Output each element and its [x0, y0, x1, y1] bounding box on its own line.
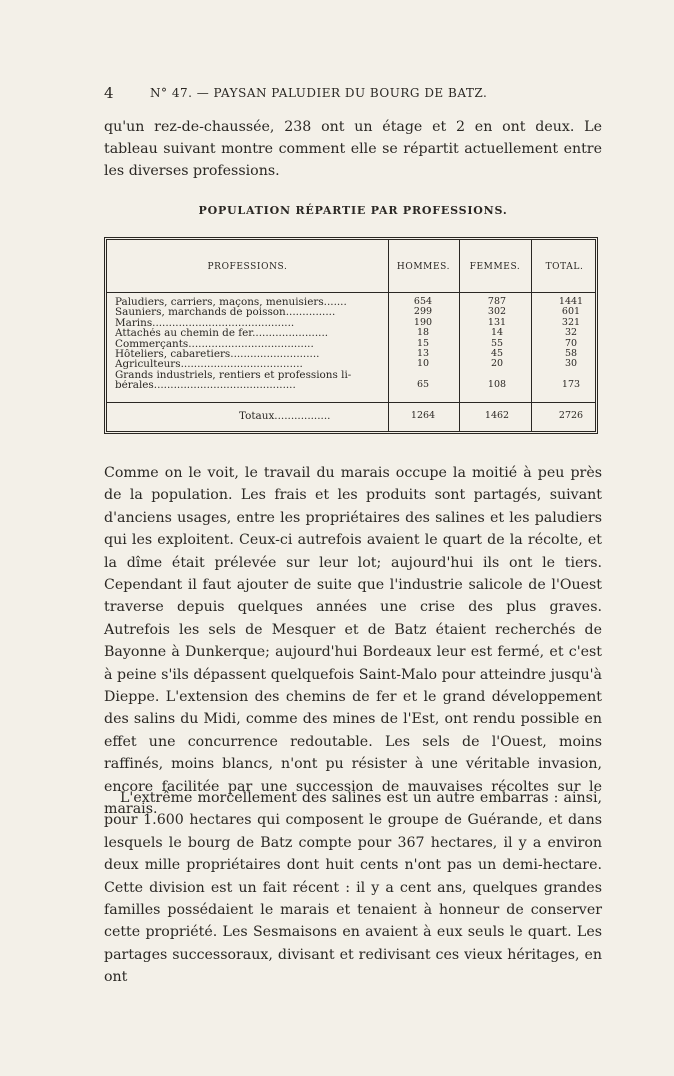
page-number: 4 — [104, 84, 115, 102]
row-hommes: 65 — [416, 379, 430, 391]
row-total: 58 — [564, 347, 578, 359]
table-row — [115, 370, 601, 380]
table-row — [115, 318, 601, 328]
row-femmes: 131 — [487, 316, 507, 328]
totals-hommes: 1264 — [410, 410, 436, 421]
running-title: N° 47. — PAYSAN PALUDIER DU BOURG DE BATZ. — [150, 86, 488, 100]
table-row — [115, 339, 601, 349]
body-paragraph-2: Comme on le voit, le travail du marais occupe la moitié à peu près de la population. Les frais et les produits sont partagés, suivant d'anciens usages, entre les propriétaires des salines et les paludiers qui les exploitent. Ceux-ci autrefois avaient le quart de la récolte, et la dîme était prélevée sur leur lot; aujourd'hui ils ont le tiers. Cependant il faut ajouter de suite que l'industrie salicole de l'Ouest traverse depuis quelques années une crise des plus graves. Autrefois les sels de Mesquer et de Batz étaient recherchés de Bayonne à Dunkerque; aujourd'hui Bordeaux leur est fermé, et c'est à peine s'ils dépassent quelquefois Saint-Malo pour atteindre jusqu'à Dieppe. L'extension des chemins de fer et le grand développement des salins du Midi, comme des mines de l'Est, ont rendu possible en effet une concurrence redoutable. Les sels de l'Ouest, moins raffinés, moins blancs, n'ont pu résister à une véritable invasion, encore facilitée par une succession de mauvaises récoltes sur le marais. — [104, 465, 602, 818]
row-label: Attachés au chemin de fer....................... — [115, 328, 329, 339]
row-femmes: 108 — [487, 379, 507, 391]
row-femmes: 302 — [487, 306, 507, 318]
row-label: Grands industriels, rentiers et professions li- — [115, 369, 352, 381]
row-hommes: 299 — [413, 306, 433, 318]
row-hommes: 18 — [416, 327, 430, 339]
header-femmes: FEMMES. — [469, 262, 521, 272]
totals-label: Totaux................. — [239, 410, 331, 422]
row-total: 1441 — [558, 296, 584, 307]
row-label: Paludiers, carriers, maçons, menuisiers....... — [115, 297, 347, 308]
population-table — [104, 237, 598, 434]
row-hommes: 15 — [416, 337, 430, 349]
totals-rule — [107, 402, 595, 403]
row-label: Sauniers, marchands de poisson............... — [115, 307, 336, 318]
row-femmes: 45 — [490, 347, 504, 359]
header-rule — [107, 292, 595, 293]
row-hommes: 10 — [416, 358, 430, 370]
row-femmes: 787 — [487, 296, 507, 307]
table-row — [115, 328, 601, 338]
totals-total: 2726 — [558, 410, 584, 421]
table-body — [115, 297, 601, 391]
header-hommes: HOMMES. — [396, 262, 451, 272]
row-total: 321 — [561, 316, 581, 328]
row-femmes: 14 — [490, 327, 504, 339]
table-row — [115, 359, 601, 369]
row-total: 601 — [561, 306, 581, 318]
intro-paragraph: qu'un rez-de-chaussée, 238 ont un étage et 2 en ont deux. Le tableau suivant montre comment elle se répartit actuellement entre les diverses professions. — [104, 119, 602, 179]
table-row — [115, 297, 601, 307]
table-row — [115, 349, 601, 359]
row-hommes: 13 — [416, 347, 430, 359]
row-femmes: 55 — [490, 337, 504, 349]
row-label: bérales........................................... — [115, 380, 296, 391]
row-femmes: 20 — [490, 358, 504, 370]
totals-femmes: 1462 — [484, 410, 510, 421]
row-total: 70 — [564, 337, 578, 349]
table-title: POPULATION RÉPARTIE PAR PROFESSIONS. — [198, 204, 508, 217]
body-paragraph-3: L'extrême morcellement des salines est un autre embarras : ainsi, pour 1.600 hectares qui composent le groupe de Guérande, et dans lesquels le bourg de Batz compte pour 367 hectares, il y a environ deux mille propriétaires dont huit cents n'ont pas un demi-hectare. Cette division est un fait récent : il y a cent ans, quelques grandes familles possédaient le marais et tenaient à honneur de conserver cette propriété. Les Sesmaisons en avaient à eux seuls le quart. Les partages successoraux, divisant et redivisant ces vieux héritages, en ont — [104, 790, 602, 986]
row-label: Marins........................................... — [115, 317, 295, 329]
table-row — [115, 380, 601, 390]
row-total: 32 — [564, 327, 578, 339]
row-hommes: 654 — [413, 296, 433, 307]
row-label: Commerçants...................................... — [115, 338, 314, 349]
row-label: Hôteliers, cabaretiers........................... — [115, 348, 320, 360]
row-total: 173 — [561, 379, 581, 391]
header-total: TOTAL. — [545, 262, 584, 272]
header-professions: PROFESSIONS. — [207, 262, 288, 272]
row-total: 30 — [564, 358, 578, 370]
row-hommes: 190 — [413, 316, 433, 328]
row-label: Agriculteurs..................................... — [115, 359, 303, 370]
table-row — [115, 307, 601, 317]
